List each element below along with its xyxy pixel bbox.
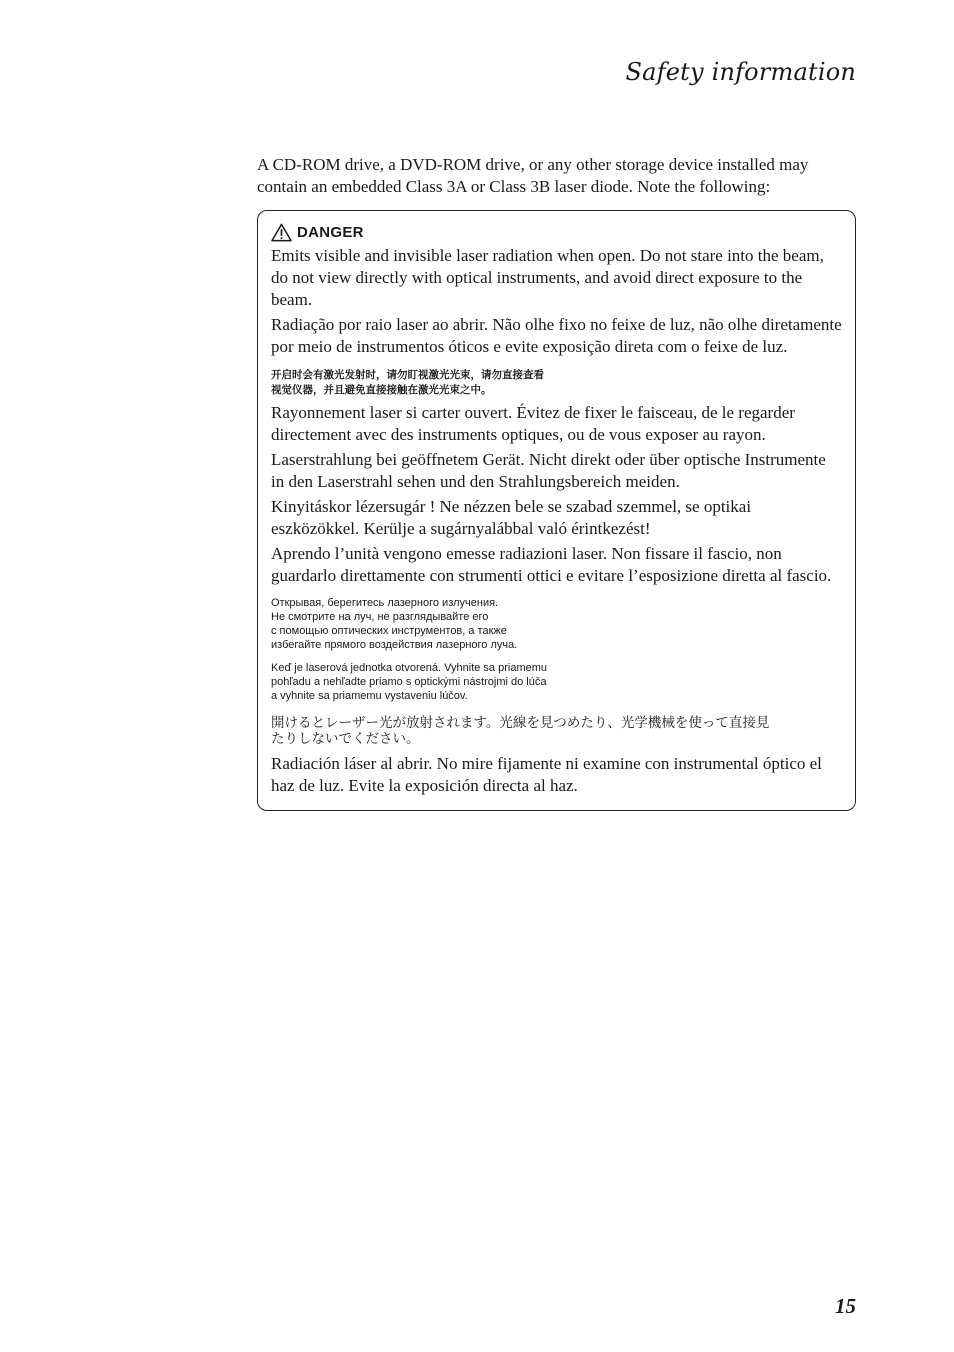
warning-german: Laserstrahlung bei geöffnetem Gerät. Nicht direkt oder über optische Instrumente in den Laserstrahl sehen und den Strahlungsbereich meiden. — [271, 450, 826, 491]
danger-heading — [271, 221, 843, 243]
warning-portuguese: Radiação por raio laser ao abrir. Não olhe fixo no feixe de luz, não olhe diretamente por meio de instrumentos óticos e evite exposição direta com o feixe de luz. — [271, 315, 842, 356]
warning-slovak: Keď je laserová jednotka otvorená. Vyhnite sa priamemu pohľadu a nehľadte priamo s optickými nástrojmi do lúča a vyhnite sa priamemu vystaveniu lúčov. — [271, 662, 548, 702]
warning-chinese: 开启时会有激光发射时，请勿盯视激光光束，请勿直接查看 视觉仪器，并且避免直接接触在激光光束之中。 — [271, 369, 544, 396]
warning-french: Rayonnement laser si carter ouvert. Évitez de fixer le faisceau, de le regarder directement avec des instruments optiques, ou de vous exposer au rayon. — [271, 403, 795, 444]
warning-japanese: 開けるとレーザー光が放射されます。光線を見つめたり、光学機械を使って直接見 たりしないでください。 — [271, 715, 770, 747]
running-header: Safety information — [625, 58, 856, 86]
warning-italian: Aprendo l’unità vengono emesse radiazioni laser. Non fissare il fascio, non guardarlo direttamente con strumenti ottici e evitare l’esposizione diretta al fascio. — [271, 544, 832, 585]
danger-label: DANGER — [297, 223, 364, 241]
warning-russian: Открывая, берегитесь лазерного излучения. Не смотрите на луч, не разглядывайте его с помощью оптических инструментов, а также избегайте прямого воздействия лазерного луча. — [271, 597, 518, 651]
warning-spanish: Radiación láser al abrir. No mire fijamente ni examine con instrumental óptico el haz de luz. Evite la exposición directa al haz. — [271, 754, 822, 795]
page-number: 15 — [835, 1294, 856, 1318]
danger-notice-box — [257, 210, 856, 811]
warning-hungarian: Kinyitáskor lézersugár ! Ne nézzen bele se szabad szemmel, se optikai eszközökkel. Kerülje a sugárnyalábbal való érintkezést! — [271, 497, 752, 538]
intro-paragraph: A CD-ROM drive, a DVD-ROM drive, or any other storage device installed may contain an embedded Class 3A or Class 3B laser diode. Note the following: — [257, 155, 809, 196]
warning-english: Emits visible and invisible laser radiation when open. Do not stare into the beam, do not view directly with optical instruments, and avoid direct exposure to the beam. — [271, 246, 824, 309]
warning-triangle-icon — [271, 223, 292, 242]
